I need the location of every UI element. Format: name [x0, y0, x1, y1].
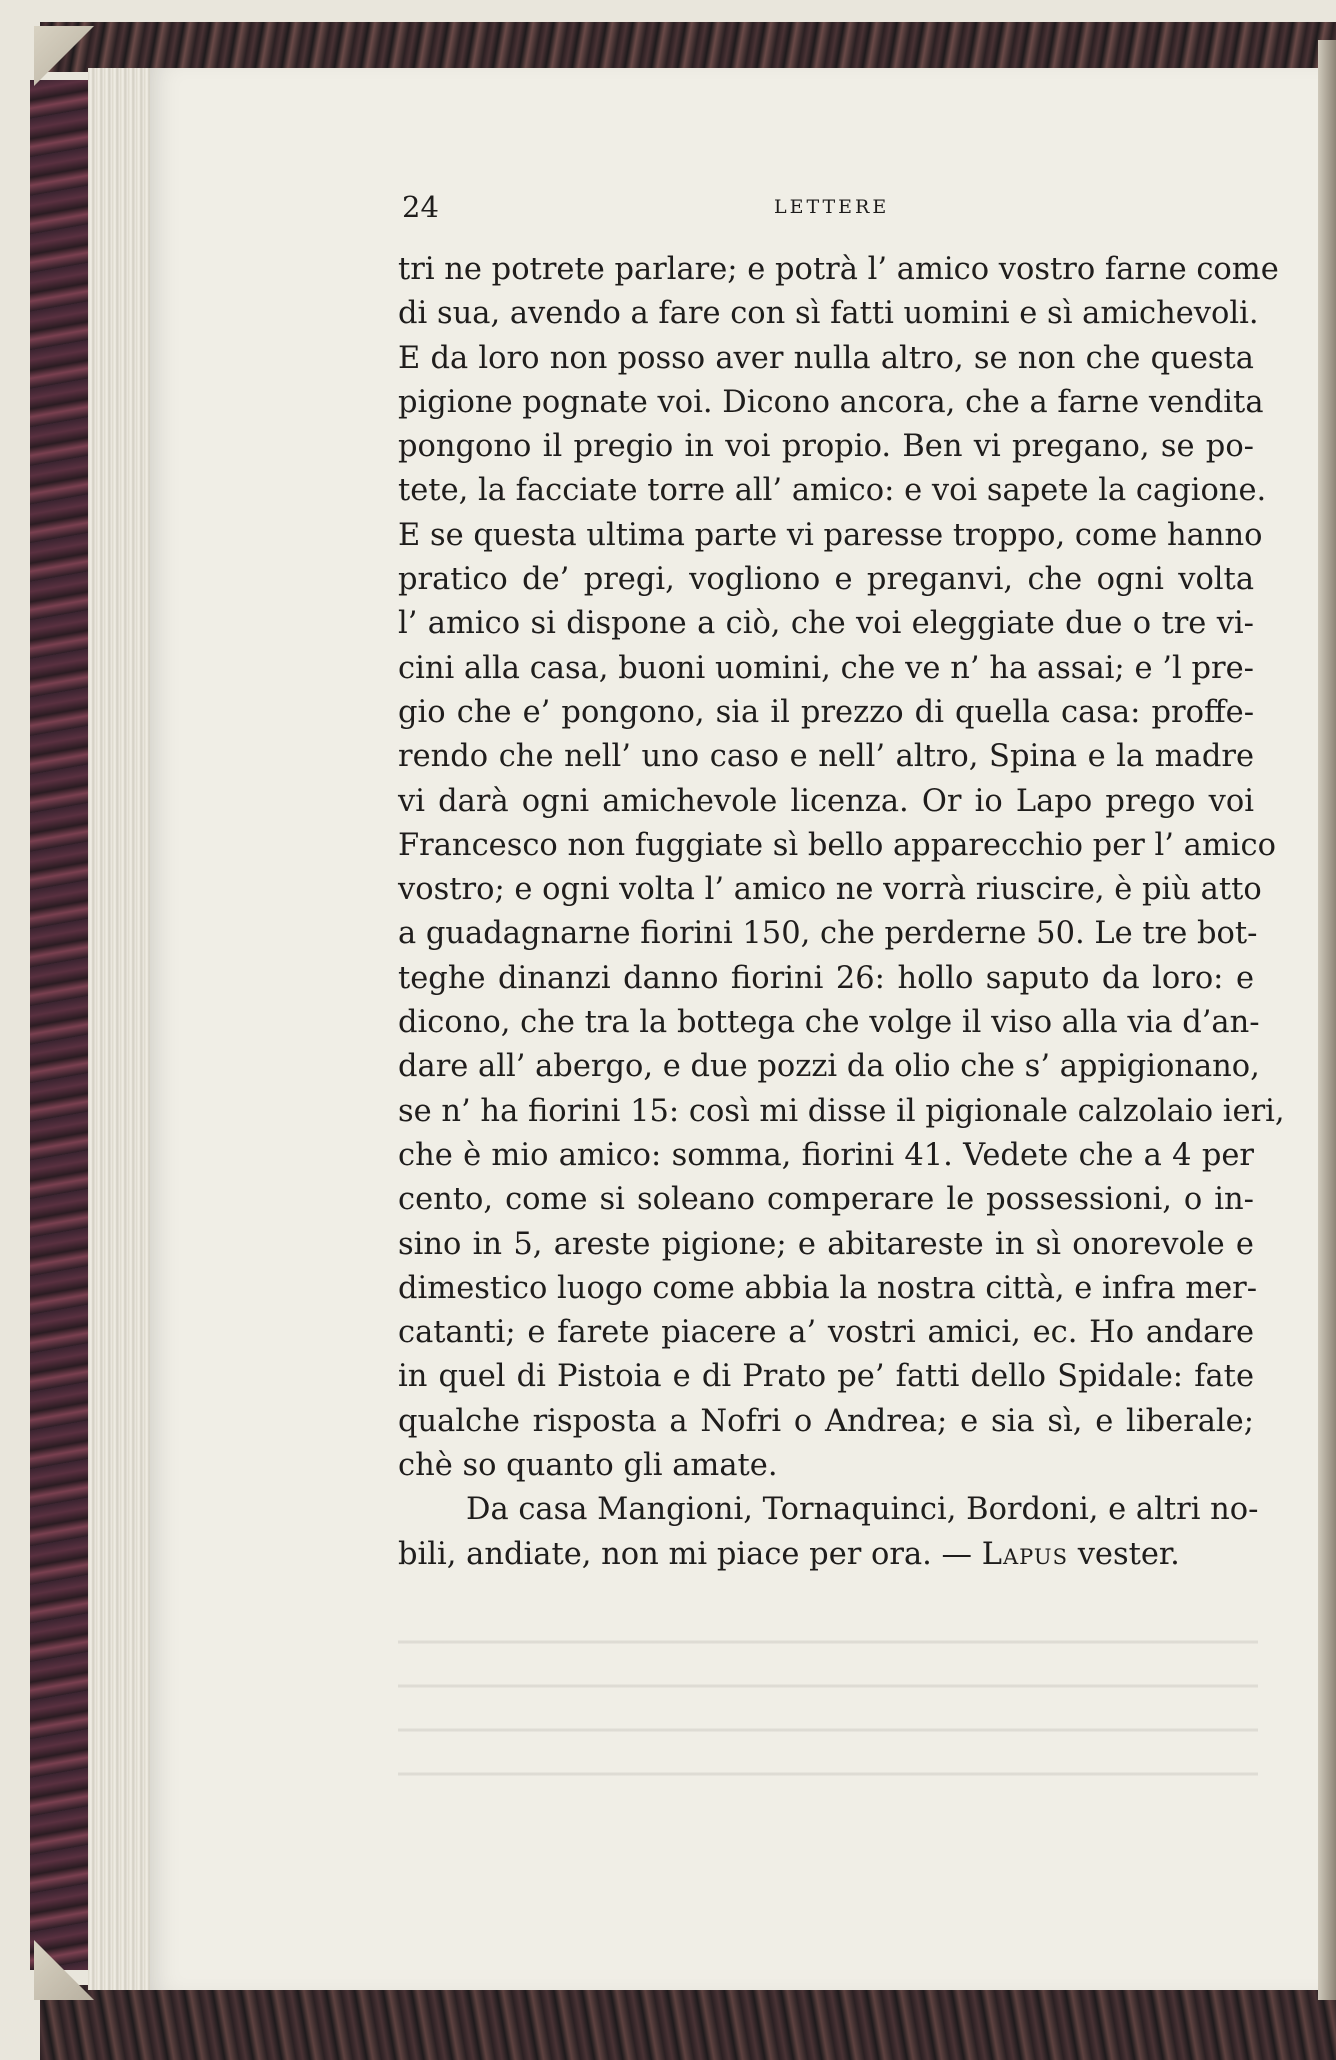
cover-right-edge: [1318, 40, 1336, 2000]
text-line: se n’ ha fiorini 15: così mi disse il pigionale calzolaio ieri,: [398, 1093, 1285, 1129]
text-line: pratico de’ pregi, vogliono e preganvi, che ogni volta: [398, 562, 1254, 598]
text-line: dare all’ abergo, e due pozzi da olio che s’ appigionano,: [398, 1049, 1260, 1085]
text-line: dicono, che tra la bottega che volge il viso alla via d’an-: [398, 1005, 1260, 1041]
text-line: vostro; e ogni volta l’ amico ne vorrà riuscire, è più atto: [398, 872, 1262, 908]
closing-text: bili, andiate, non mi piace per ora. —: [398, 1536, 982, 1572]
bleed-through-texture: [398, 1610, 1258, 1810]
final-paragraph-closing-line: [398, 1533, 1254, 1577]
text-line: gio che e’ pongono, sia il prezzo di quella casa: proffe-: [398, 694, 1254, 730]
page-number: 24: [402, 190, 439, 224]
text-line: tete, la facciate torre all’ amico: e voi sapete la cagione.: [398, 473, 1267, 509]
text-line: cini alla casa, buoni uomini, che ve n’ ha assai; e ’l pre-: [398, 650, 1254, 686]
text-line: in quel di Pistoia e di Prato pe’ fatti dello Spidale: fate: [398, 1359, 1254, 1395]
text-line: sino in 5, areste pigione; e abitareste in sì onorevole e: [398, 1226, 1254, 1262]
text-line: vi darà ogni amichevole licenza. Or io Lapo prego voi: [398, 783, 1254, 819]
text-line: tri ne potrete parlare; e potrà l’ amico vostro farne come: [398, 252, 1279, 287]
text-line: chè so quanto gli amate.: [398, 1448, 778, 1484]
final-paragraph-line: Da casa Mangioni, Tornaquinci, Bordoni, e altri no-: [466, 1492, 1259, 1528]
text-line: a guadagnarne fiorini 150, che perderne 50. Le tre bot-: [398, 916, 1258, 952]
text-line: pongono il pregio in voi propio. Ben vi pregano, se po-: [398, 429, 1254, 465]
text-line: Francesco non fuggiate sì bello apparecchio per l’ amico: [398, 827, 1276, 863]
text-line: cento, come si soleano comperare le possessioni, o in-: [398, 1182, 1254, 1218]
text-line: che è mio amico: somma, fiorini 41. Vedete che a 4 per: [398, 1137, 1254, 1173]
marbled-cover-bottom: [40, 1985, 1336, 2060]
signature-smallcaps: Lapus: [981, 1536, 1068, 1572]
marbled-cover-top: [40, 22, 1336, 72]
text-line: rendo che nell’ uno caso e nell’ altro, Spina e la madre: [398, 739, 1254, 775]
text-line: catanti; e farete piacere a’ vostri amici, ec. Ho andare: [398, 1315, 1254, 1351]
marbled-cover-left: [30, 80, 92, 1970]
text-line: qualche risposta a Nofri o Andrea; e sia sì, e liberale;: [398, 1403, 1254, 1439]
text-line: pigione pognate voi. Dicono ancora, che a farne vendita: [398, 384, 1264, 420]
closing-word: vester.: [1068, 1536, 1180, 1572]
text-line: E da loro non posso aver nulla altro, se non che questa: [398, 340, 1254, 376]
page-header: [402, 190, 1282, 230]
letter-body: [398, 248, 1285, 1577]
text-line: di sua, avendo a fare con sì fatti uomini e sì amichevoli.: [398, 296, 1259, 332]
text-line: teghe dinanzi danno fiorini 26: hollo saputo da loro: e: [398, 960, 1254, 996]
text-line: l’ amico si dispone a ciò, che voi eleggiate due o tre vi-: [398, 606, 1254, 642]
text-line: dimestico luogo come abbia la nostra città, e infra mer-: [398, 1270, 1258, 1306]
text-line: E se questa ultima parte vi paresse troppo, come hanno: [398, 517, 1263, 553]
running-head: LETTERE: [774, 196, 890, 218]
